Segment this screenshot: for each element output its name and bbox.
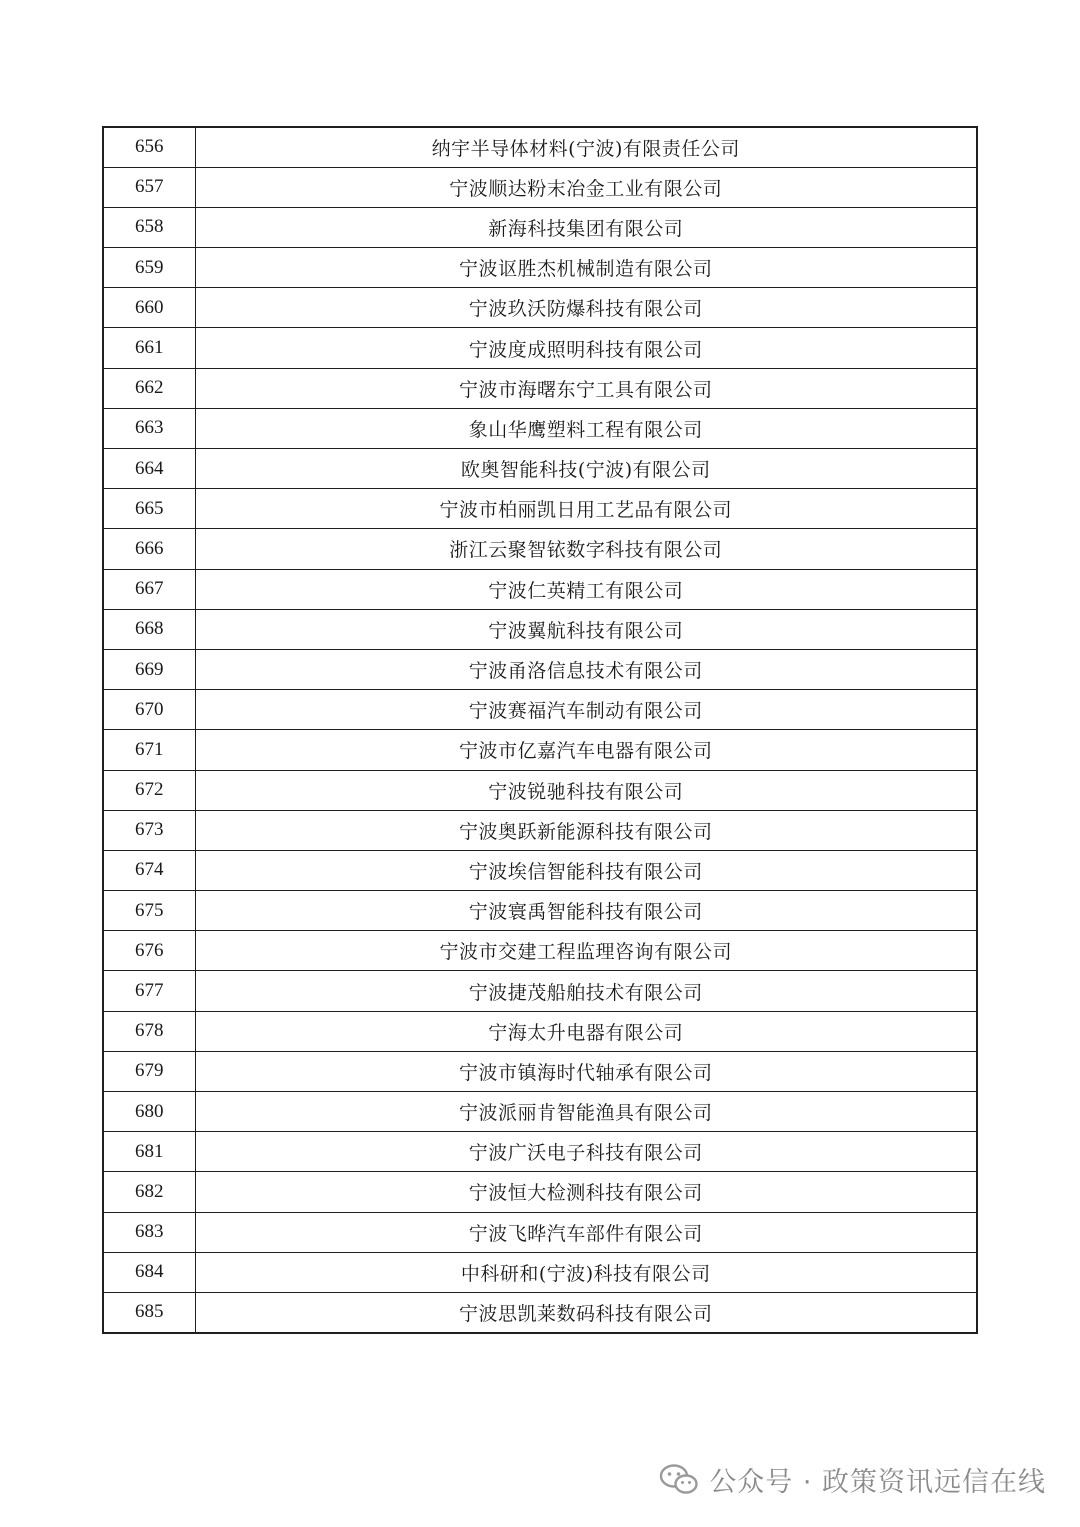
table-row [103,1051,977,1091]
table-row [103,810,977,850]
company-name: 宁波市交建工程监理咨询有限公司 [195,931,977,971]
company-name: 宁波恒大检测科技有限公司 [195,1172,977,1212]
table-row [103,529,977,569]
company-name: 宁波市柏丽凯日用工艺品有限公司 [195,489,977,529]
row-number: 670 [103,690,195,730]
row-number: 669 [103,649,195,689]
row-number: 671 [103,730,195,770]
table-row [103,1092,977,1132]
table-row [103,931,977,971]
table-row [103,207,977,247]
company-name: 新海科技集团有限公司 [195,207,977,247]
company-name: 宁波市镇海时代轴承有限公司 [195,1051,977,1091]
company-name: 宁波讴胜杰机械制造有限公司 [195,248,977,288]
row-number: 682 [103,1172,195,1212]
row-number: 661 [103,328,195,368]
company-name: 宁波捷茂船舶技术有限公司 [195,971,977,1011]
row-number: 662 [103,368,195,408]
row-number: 665 [103,489,195,529]
row-number: 660 [103,288,195,328]
row-number: 685 [103,1292,195,1332]
table-row [103,770,977,810]
company-list-table [102,126,978,1334]
table-row [103,1212,977,1252]
table-row [103,248,977,288]
row-number: 684 [103,1252,195,1292]
row-number: 658 [103,207,195,247]
company-name: 宁波思凯莱数码科技有限公司 [195,1292,977,1332]
table-row [103,730,977,770]
table-row [103,1252,977,1292]
table-row [103,328,977,368]
company-name: 浙江云聚智铱数字科技有限公司 [195,529,977,569]
row-number: 657 [103,167,195,207]
company-name: 纳宇半导体材料(宁波)有限责任公司 [195,127,977,167]
row-number: 668 [103,609,195,649]
company-name: 宁波甬洛信息技术有限公司 [195,649,977,689]
company-name: 欧奥智能科技(宁波)有限公司 [195,449,977,489]
company-name: 宁波派丽肯智能渔具有限公司 [195,1092,977,1132]
row-number: 663 [103,408,195,448]
table-row [103,288,977,328]
company-name: 宁波埃信智能科技有限公司 [195,850,977,890]
table-row [103,1132,977,1172]
table-row [103,649,977,689]
row-number: 681 [103,1132,195,1172]
company-name: 宁波玖沃防爆科技有限公司 [195,288,977,328]
row-number: 656 [103,127,195,167]
row-number: 683 [103,1212,195,1252]
table-row [103,971,977,1011]
table-row [103,609,977,649]
row-number: 680 [103,1092,195,1132]
company-name: 宁波奥跃新能源科技有限公司 [195,810,977,850]
row-number: 666 [103,529,195,569]
company-name: 宁波市海曙东宁工具有限公司 [195,368,977,408]
table-row [103,891,977,931]
table-row [103,489,977,529]
row-number: 675 [103,891,195,931]
table-row [103,368,977,408]
row-number: 659 [103,248,195,288]
table-row [103,569,977,609]
row-number: 676 [103,931,195,971]
row-number: 677 [103,971,195,1011]
table-row [103,690,977,730]
company-name: 中科研和(宁波)科技有限公司 [195,1252,977,1292]
row-number: 679 [103,1051,195,1091]
table-row [103,850,977,890]
company-name: 宁海太升电器有限公司 [195,1011,977,1051]
table-row [103,408,977,448]
table-body [103,127,977,1333]
table-row [103,127,977,167]
company-name: 象山华鹰塑料工程有限公司 [195,408,977,448]
row-number: 667 [103,569,195,609]
row-number: 678 [103,1011,195,1051]
company-name: 宁波度成照明科技有限公司 [195,328,977,368]
company-name: 宁波飞晔汽车部件有限公司 [195,1212,977,1252]
table-row [103,167,977,207]
company-name: 宁波寰禹智能科技有限公司 [195,891,977,931]
company-name: 宁波赛福汽车制动有限公司 [195,690,977,730]
row-number: 674 [103,850,195,890]
wechat-icon [659,1463,699,1495]
row-number: 664 [103,449,195,489]
company-name: 宁波锐驰科技有限公司 [195,770,977,810]
watermark [659,1462,1046,1496]
company-name: 宁波广沃电子科技有限公司 [195,1132,977,1172]
row-number: 672 [103,770,195,810]
row-number: 673 [103,810,195,850]
watermark-text: 公众号 · 政策资讯远信在线 [709,1466,1046,1498]
table-row [103,1292,977,1332]
company-name: 宁波顺达粉末冶金工业有限公司 [195,167,977,207]
company-name: 宁波翼航科技有限公司 [195,609,977,649]
table-row [103,1172,977,1212]
company-name: 宁波市亿嘉汽车电器有限公司 [195,730,977,770]
table-row [103,1011,977,1051]
table-row [103,449,977,489]
company-name: 宁波仁英精工有限公司 [195,569,977,609]
